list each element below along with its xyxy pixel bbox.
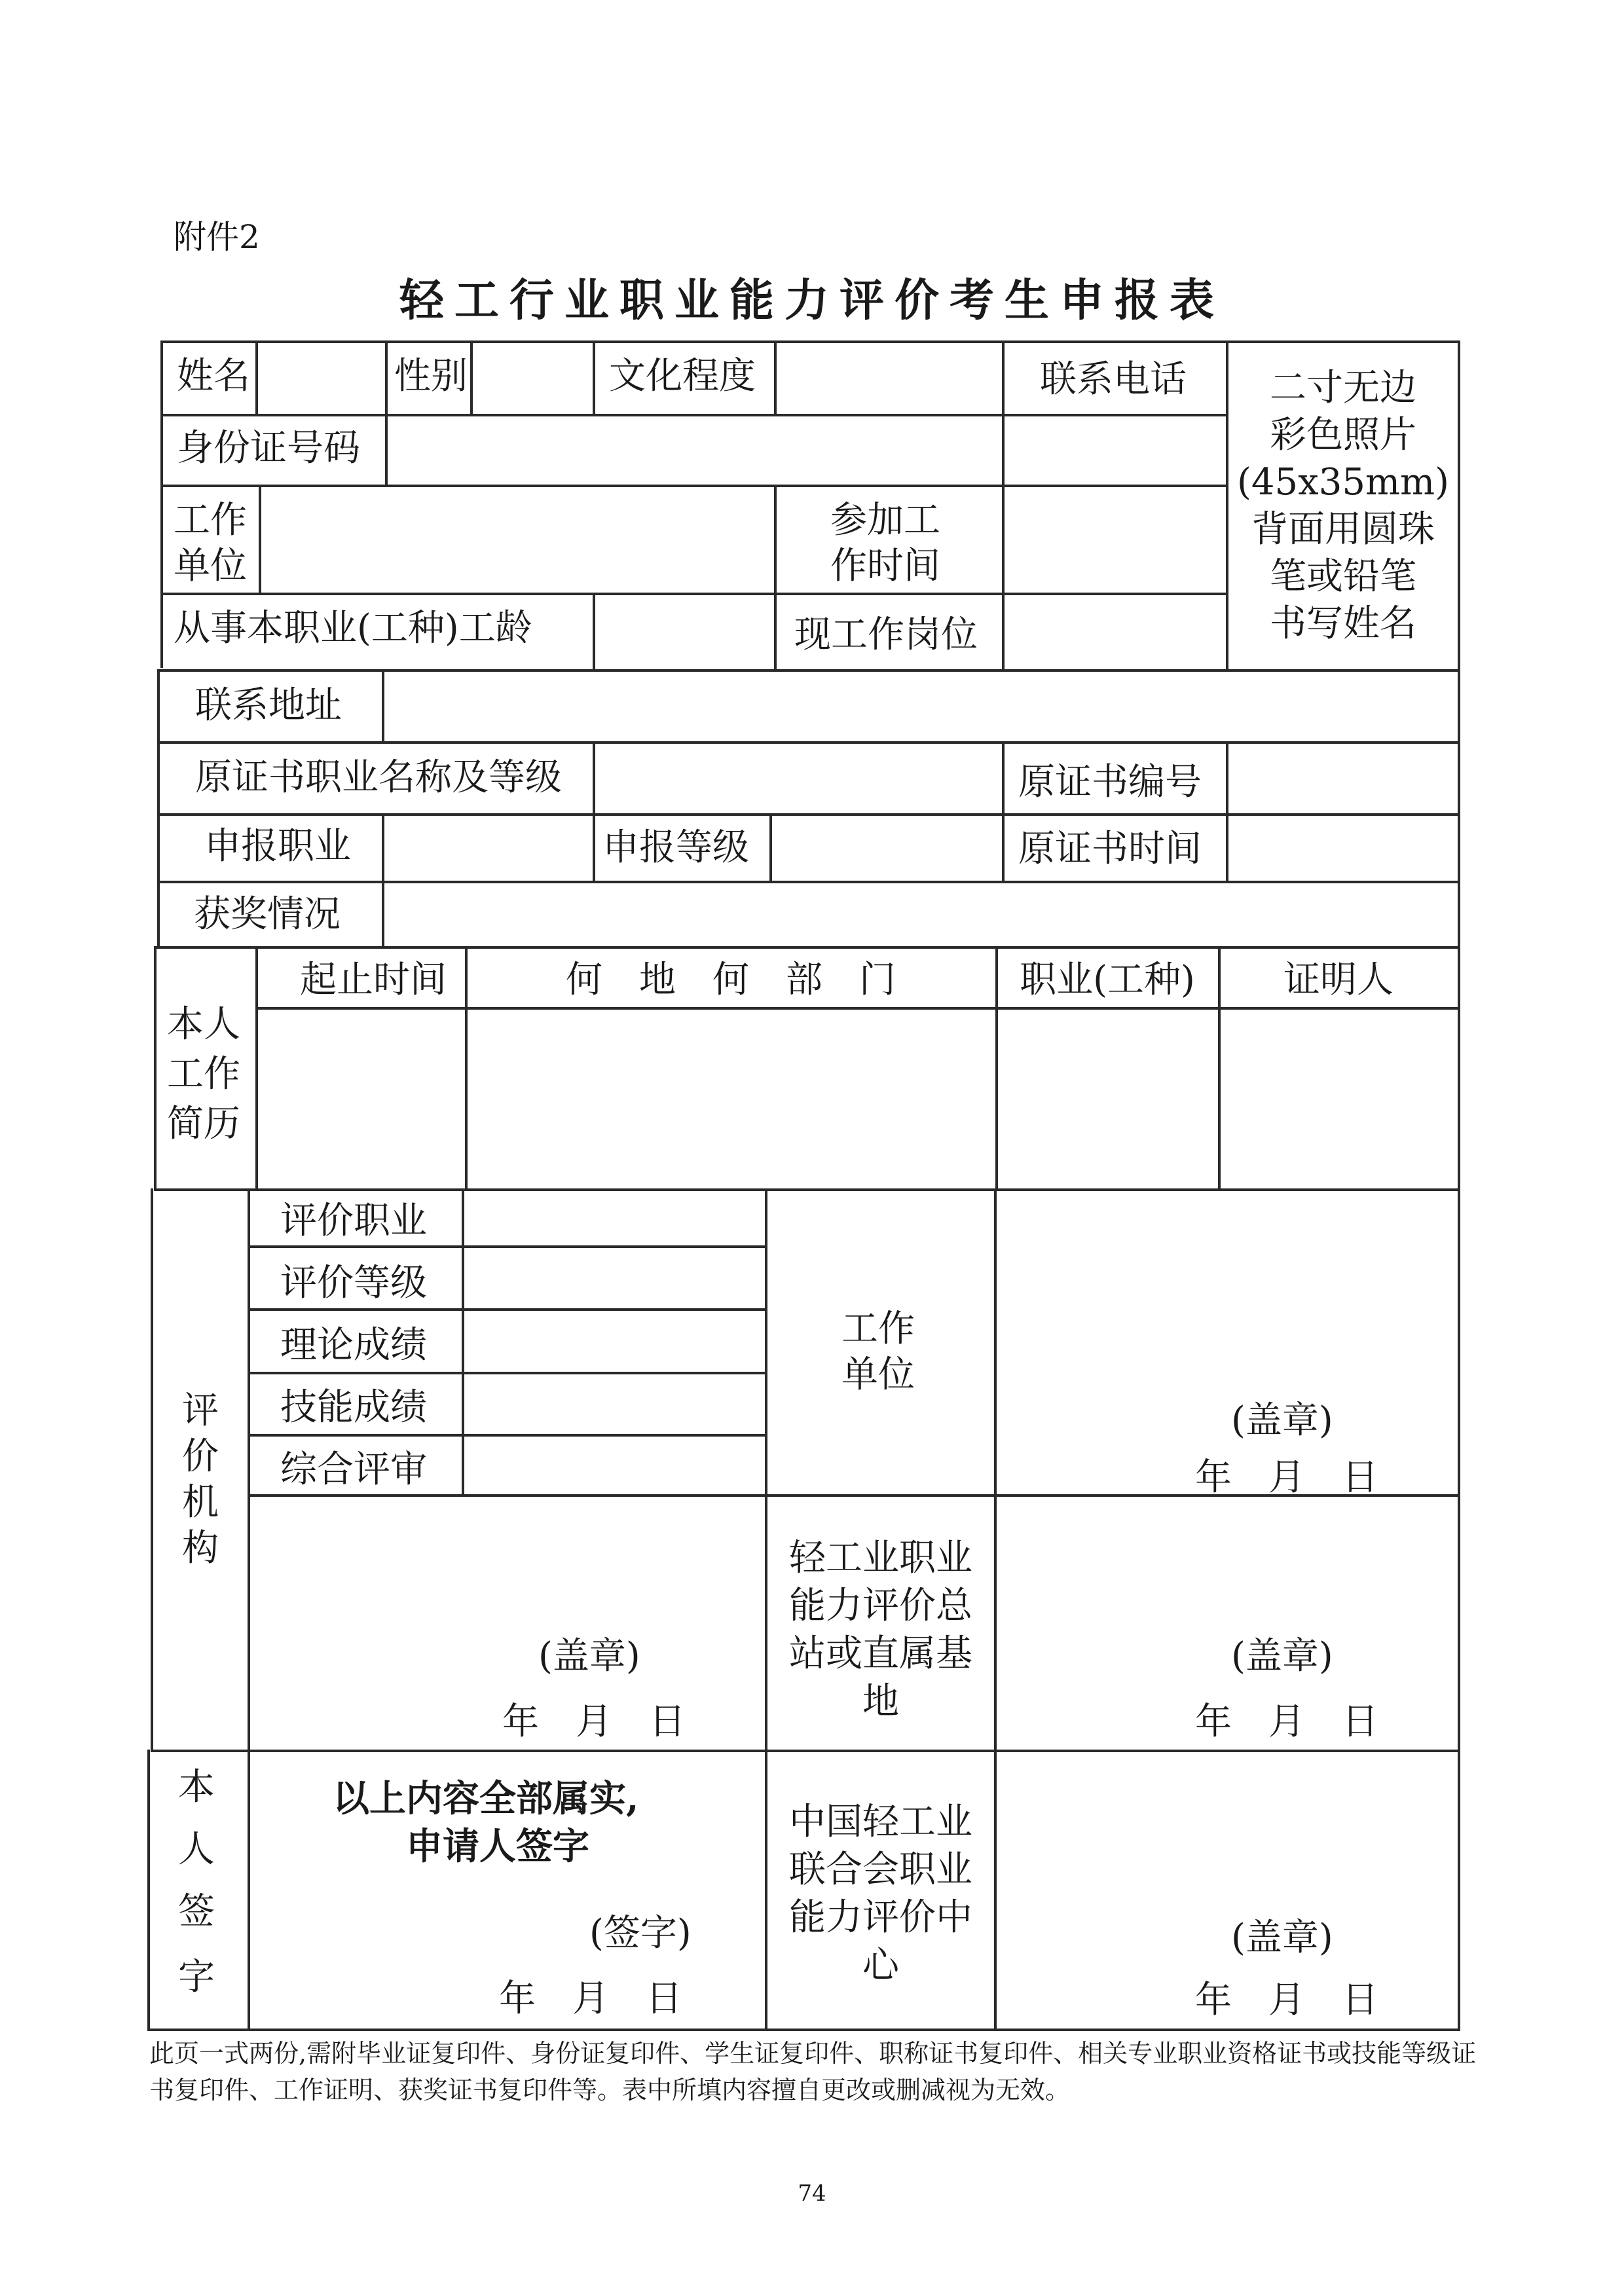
sign-label-4: 字: [178, 1956, 215, 1998]
join-work-label-2: 作时间: [830, 545, 940, 587]
attachment-label: 附件2: [174, 218, 260, 256]
eval-unit-seal: (盖章): [1231, 1399, 1333, 1442]
sign-sign-label: (签字): [589, 1912, 692, 1955]
eval-row-skill: 技能成绩: [280, 1386, 427, 1429]
form-notes: 此页一式两份,需附毕业证复印件、身份证复印件、学生证复印件、职称证书复印件、相关专业职业资格证书或技能等级证书复印件、工作证明、获奖证书复印件等。表中所填内容擅自更改或删减视为无效。: [149, 2039, 1477, 2104]
join-work-label-1: 参加工: [830, 499, 940, 542]
orig-cert-time-label: 原证书时间: [1018, 828, 1202, 870]
work-unit-label-2: 单位: [174, 545, 247, 587]
eval-label-2: 价: [182, 1435, 219, 1478]
eval-org-date: 年 月 日: [502, 1700, 686, 1743]
eval-label-1: 评: [182, 1389, 219, 1432]
station-label-3: 站或直属基: [789, 1632, 972, 1675]
work-unit-label-1: 工作: [174, 499, 247, 542]
eval-work-unit-2: 单位: [841, 1353, 915, 1396]
gender-label: 性别: [394, 355, 468, 397]
center-label-2: 联合会职业: [789, 1848, 972, 1891]
sign-label-3: 签: [178, 1890, 215, 1933]
station-date: 年 月 日: [1195, 1700, 1378, 1743]
eval-work-unit-1: 工作: [841, 1308, 915, 1350]
center-seal: (盖章): [1231, 1917, 1333, 1959]
photo-note-1: 二寸无边: [1270, 367, 1416, 409]
job-years-label: 从事本职业(工种)工龄: [174, 607, 532, 650]
phone-label: 联系电话: [1040, 358, 1187, 401]
orig-cert-no-label: 原证书编号: [1018, 761, 1202, 803]
photo-note-5: 笔或铅笔: [1270, 555, 1416, 598]
sign-label-2: 人: [178, 1828, 215, 1871]
eval-row-job: 评价职业: [280, 1200, 427, 1242]
awards-label: 获奖情况: [194, 893, 341, 936]
sign-date: 年 月 日: [499, 1977, 682, 2020]
eval-unit-date: 年 月 日: [1195, 1456, 1378, 1499]
station-seal: (盖章): [1231, 1635, 1333, 1678]
address-label: 联系地址: [195, 684, 342, 727]
sign-label-1: 本: [178, 1766, 215, 1808]
form-title: 轻工行业职业能力评价考生申报表: [399, 274, 1225, 327]
photo-note-2: 彩色照片: [1270, 414, 1416, 456]
id-number-label: 身份证号码: [177, 427, 360, 469]
resume-label-2: 工作: [167, 1053, 240, 1095]
center-label-4: 心: [862, 1944, 899, 1987]
station-label-1: 轻工业职业: [789, 1537, 972, 1579]
eval-row-level: 评价等级: [280, 1262, 427, 1304]
resume-header-witness: 证明人: [1283, 959, 1393, 1001]
resume-header-place: 何 地 何 部 门: [566, 959, 896, 1001]
photo-note-3: (45x35mm): [1237, 461, 1449, 504]
apply-level-label: 申报等级: [602, 826, 749, 869]
sign-statement-1: 以上内容全部属实,: [333, 1777, 639, 1820]
education-label: 文化程度: [609, 355, 756, 397]
sign-statement-2: 申请人签字: [406, 1825, 589, 1868]
center-label-3: 能力评价中: [789, 1896, 972, 1939]
station-label-4: 地: [862, 1680, 899, 1723]
eval-row-review: 综合评审: [280, 1448, 427, 1491]
photo-note-6: 书写姓名: [1270, 602, 1416, 645]
center-date: 年 月 日: [1195, 1979, 1378, 2021]
center-label-1: 中国轻工业: [789, 1801, 972, 1843]
apply-job-label: 申报职业: [204, 825, 351, 868]
station-label-2: 能力评价总: [789, 1585, 972, 1627]
eval-label-3: 机: [182, 1481, 219, 1524]
resume-header-period: 起止时间: [300, 959, 447, 1001]
resume-label-3: 简历: [167, 1103, 240, 1145]
eval-org-seal: (盖章): [538, 1635, 640, 1678]
eval-row-theory: 理论成绩: [280, 1324, 427, 1367]
eval-label-4: 构: [182, 1527, 219, 1570]
orig-cert-name-label: 原证书职业名称及等级: [195, 756, 562, 799]
photo-note-4: 背面用圆珠: [1251, 508, 1435, 551]
current-post-label: 现工作岗位: [794, 614, 978, 656]
resume-header-job: 职业(工种): [1020, 959, 1195, 1001]
resume-label-1: 本人: [167, 1003, 240, 1046]
page-number: 74: [798, 2180, 826, 2207]
name-label: 姓名: [177, 355, 250, 397]
